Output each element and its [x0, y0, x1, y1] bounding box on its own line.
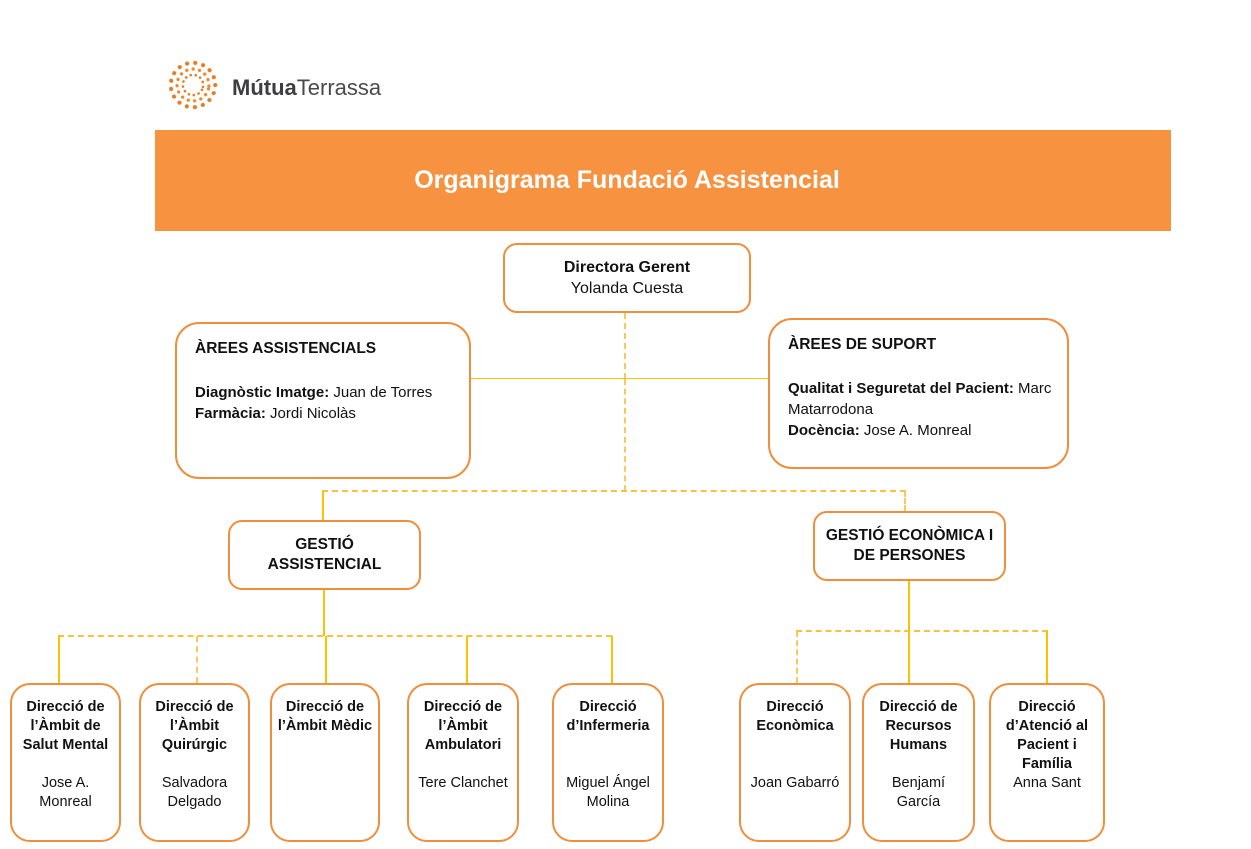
entry-name: Marc Matarrodona — [788, 380, 1052, 418]
connector-gestio-economica-down — [908, 581, 910, 630]
connector-root-down-2 — [624, 379, 626, 491]
box-name: Salvadora Delgado — [161, 775, 228, 810]
entry-farmacia — [195, 403, 451, 424]
direccio-economica-box — [739, 683, 851, 842]
connector-drop-atencio-pacient — [1046, 631, 1048, 683]
box-name: Tere Clanchet — [418, 775, 508, 791]
connector-gestio-economica-up — [904, 491, 906, 511]
box-name: Joan Gabarró — [750, 775, 840, 791]
connector-drop-recursos-humans — [908, 631, 910, 683]
box-title: Direcció de l’Àmbit de Salut Mental — [22, 699, 109, 753]
connector-drop-ambulatori — [466, 636, 468, 683]
box-title: Direcció de Recursos Humans — [879, 699, 958, 753]
entry-label: Qualitat i Seguretat del Pacient: — [788, 380, 1014, 397]
direccio-ambulatori-box — [407, 683, 519, 842]
directora-gerent-name: Yolanda Cuesta — [570, 280, 684, 297]
brand-name-bold: Mútua — [232, 74, 297, 100]
entry-docencia — [788, 420, 1055, 441]
page-title: Organigrama Fundació Assistencial — [414, 166, 840, 194]
brand-name — [232, 75, 381, 101]
box-title: Direcció d’Atenció al Pacient i Família — [1005, 699, 1089, 772]
directora-gerent-title: Directora Gerent — [563, 259, 691, 276]
gestio-assistencial-title: GESTIÓ ASSISTENCIAL — [267, 536, 382, 573]
box-title: Direcció d’Infermeria — [566, 699, 650, 734]
arees-suport-title: ÀREES DE SUPORT — [788, 336, 937, 353]
arees-suport-entries — [788, 378, 1055, 441]
arees-assistencials-title: ÀREES ASSISTENCIALS — [195, 340, 377, 357]
connector-root-down-1 — [624, 313, 626, 379]
entry-diagnostic-imatge — [195, 382, 451, 403]
box-title: Direcció de l’Àmbit Mèdic — [277, 699, 373, 734]
direccio-medic-box — [270, 683, 380, 842]
connector-left-children-horizontal — [58, 635, 612, 637]
connector-gestio-assistencial-down — [323, 590, 325, 636]
arees-assistencials-box — [175, 322, 471, 479]
connector-drop-infermeria — [611, 636, 613, 683]
directora-gerent-box — [503, 243, 751, 313]
title-banner — [155, 130, 1171, 231]
connector-drop-economica — [796, 631, 798, 683]
connector-arees-horizontal — [470, 378, 768, 379]
entry-qualitat-seguretat — [788, 378, 1055, 420]
gestio-economica-title: GESTIÓ ECONÒMICA I DE PERSONES — [825, 527, 994, 564]
arees-suport-box — [768, 318, 1069, 469]
direccio-infermeria-box — [552, 683, 664, 842]
box-name: Benjamí García — [891, 775, 946, 810]
brand-name-light: Terrassa — [296, 74, 382, 100]
box-name: Jose A. Monreal — [39, 775, 92, 810]
entry-name: Jordi Nicolàs — [265, 405, 356, 422]
entry-name: Jose A. Monreal — [859, 422, 972, 439]
box-title: Direcció de l’Àmbit Quirúrgic — [155, 699, 234, 753]
direccio-atencio-pacient-box — [989, 683, 1105, 842]
direccio-recursos-humans-box — [862, 683, 975, 842]
gestio-assistencial-box — [228, 520, 421, 590]
connector-level2-horizontal — [322, 490, 906, 492]
mutua-terrassa-dotted-circle-icon — [164, 56, 222, 119]
direccio-quirurgic-box — [139, 683, 250, 842]
gestio-economica-box — [813, 511, 1006, 581]
entry-label: Farmàcia: — [195, 405, 266, 422]
box-title: Direcció Econòmica — [756, 699, 834, 734]
arees-assistencials-entries — [195, 382, 451, 424]
connector-gestio-assistencial-up — [322, 491, 324, 520]
brand-logo — [164, 56, 381, 119]
entry-label: Docència: — [788, 422, 860, 439]
connector-drop-salut-mental — [58, 636, 60, 683]
connector-drop-quirurgic — [196, 636, 198, 683]
entry-label: Diagnòstic Imatge: — [195, 384, 330, 401]
box-name: Anna Sant — [1013, 775, 1081, 791]
direccio-salut-mental-box — [10, 683, 121, 842]
box-title: Direcció de l’Àmbit Ambulatori — [423, 699, 503, 753]
connector-right-children-horizontal — [796, 630, 1048, 632]
entry-name: Juan de Torres — [329, 384, 433, 401]
box-name: Miguel Ángel Molina — [566, 775, 650, 810]
connector-drop-medic — [325, 636, 327, 683]
